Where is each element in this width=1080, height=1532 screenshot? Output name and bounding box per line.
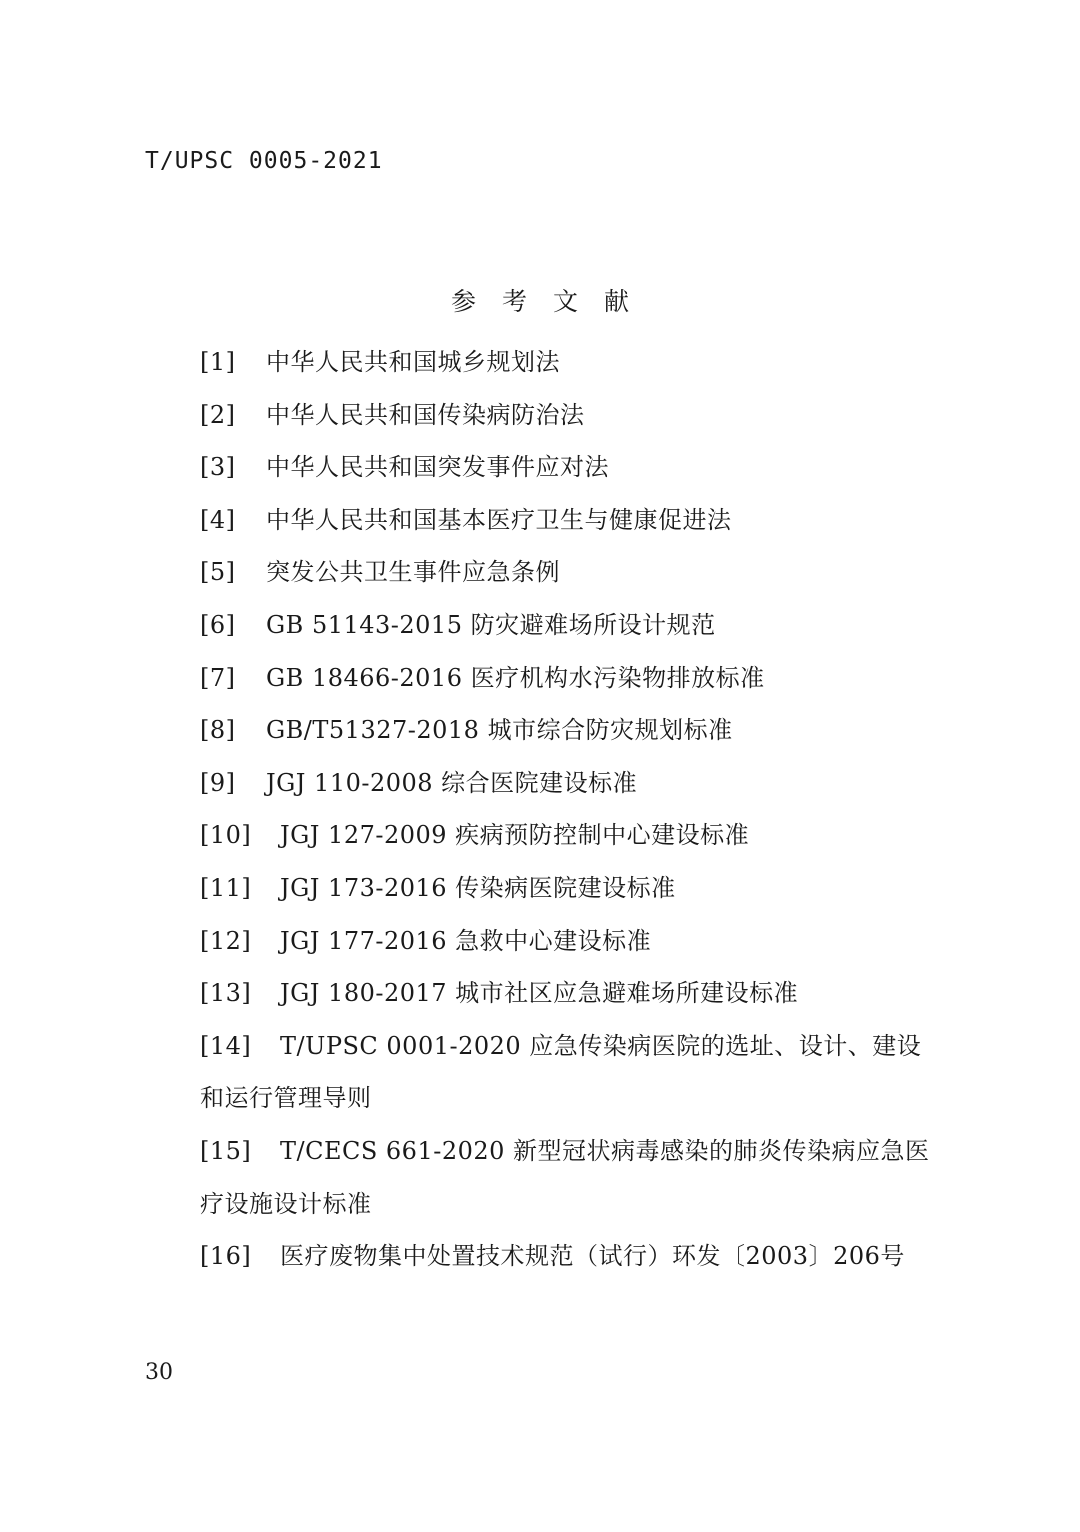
reference-number: [4]	[200, 505, 236, 534]
reference-number: [3]	[200, 453, 236, 482]
reference-text: GB 51143-2015 防灾避难场所设计规范	[266, 610, 716, 639]
reference-item	[200, 389, 940, 442]
reference-item	[200, 336, 940, 389]
reference-item	[200, 441, 940, 494]
reference-number: [7]	[200, 663, 236, 692]
reference-item	[200, 494, 940, 547]
page-number: 30	[145, 1360, 173, 1385]
reference-number: [2]	[200, 400, 236, 429]
reference-item	[200, 1020, 940, 1125]
reference-item	[200, 809, 940, 862]
reference-text: 中华人民共和国城乡规划法	[266, 348, 560, 376]
reference-number: [8]	[200, 716, 236, 745]
reference-number: [16]	[200, 1242, 252, 1271]
reference-text: 中华人民共和国基本医疗卫生与健康促进法	[266, 505, 732, 534]
reference-text: JGJ 110-2008 综合医院建设标准	[266, 768, 638, 797]
reference-list	[200, 336, 940, 1283]
reference-text: GB 18466-2016 医疗机构水污染物排放标准	[266, 663, 765, 692]
reference-text: GB/T51327-2018 城市综合防灾规划标准	[266, 716, 733, 745]
reference-number: [12]	[200, 926, 252, 955]
reference-text: JGJ 127-2009 疾病预防控制中心建设标准	[280, 821, 750, 850]
section-title: 参考文献	[450, 287, 655, 316]
reference-text: T/UPSC 0001-2020 应急传染病医院的选址、设计、建设和运行管理导则	[200, 1031, 922, 1113]
reference-number: [1]	[200, 348, 236, 376]
reference-item	[200, 862, 940, 915]
reference-item	[200, 546, 940, 599]
reference-item	[200, 757, 940, 810]
reference-item	[200, 1125, 940, 1230]
reference-text: 医疗废物集中处置技术规范（试行）环发〔2003〕206号	[280, 1242, 905, 1271]
reference-number: [15]	[200, 1136, 252, 1165]
reference-item	[200, 599, 940, 652]
reference-item	[200, 967, 940, 1020]
reference-item	[200, 1230, 940, 1283]
reference-text: JGJ 177-2016 急救中心建设标准	[280, 926, 652, 955]
reference-number: [11]	[200, 873, 252, 902]
reference-text: JGJ 180-2017 城市社区应急避难场所建设标准	[280, 979, 799, 1008]
reference-text: 突发公共卫生事件应急条例	[266, 558, 560, 587]
reference-number: [10]	[200, 821, 252, 850]
reference-text: JGJ 173-2016 传染病医院建设标准	[280, 873, 676, 902]
reference-text: 中华人民共和国突发事件应对法	[266, 453, 609, 482]
reference-text: T/CECS 661-2020 新型冠状病毒感染的肺炎传染病应急医疗设施设计标准	[200, 1136, 930, 1218]
reference-number: [13]	[200, 979, 252, 1008]
reference-number: [9]	[200, 768, 236, 797]
reference-number: [6]	[200, 610, 236, 639]
reference-number: [14]	[200, 1031, 252, 1060]
reference-item	[200, 704, 940, 757]
reference-text: 中华人民共和国传染病防治法	[266, 400, 585, 429]
document-code: T/UPSC 0005-2021	[145, 148, 383, 174]
reference-number: [5]	[200, 558, 236, 587]
reference-item	[200, 652, 940, 705]
reference-item	[200, 915, 940, 968]
